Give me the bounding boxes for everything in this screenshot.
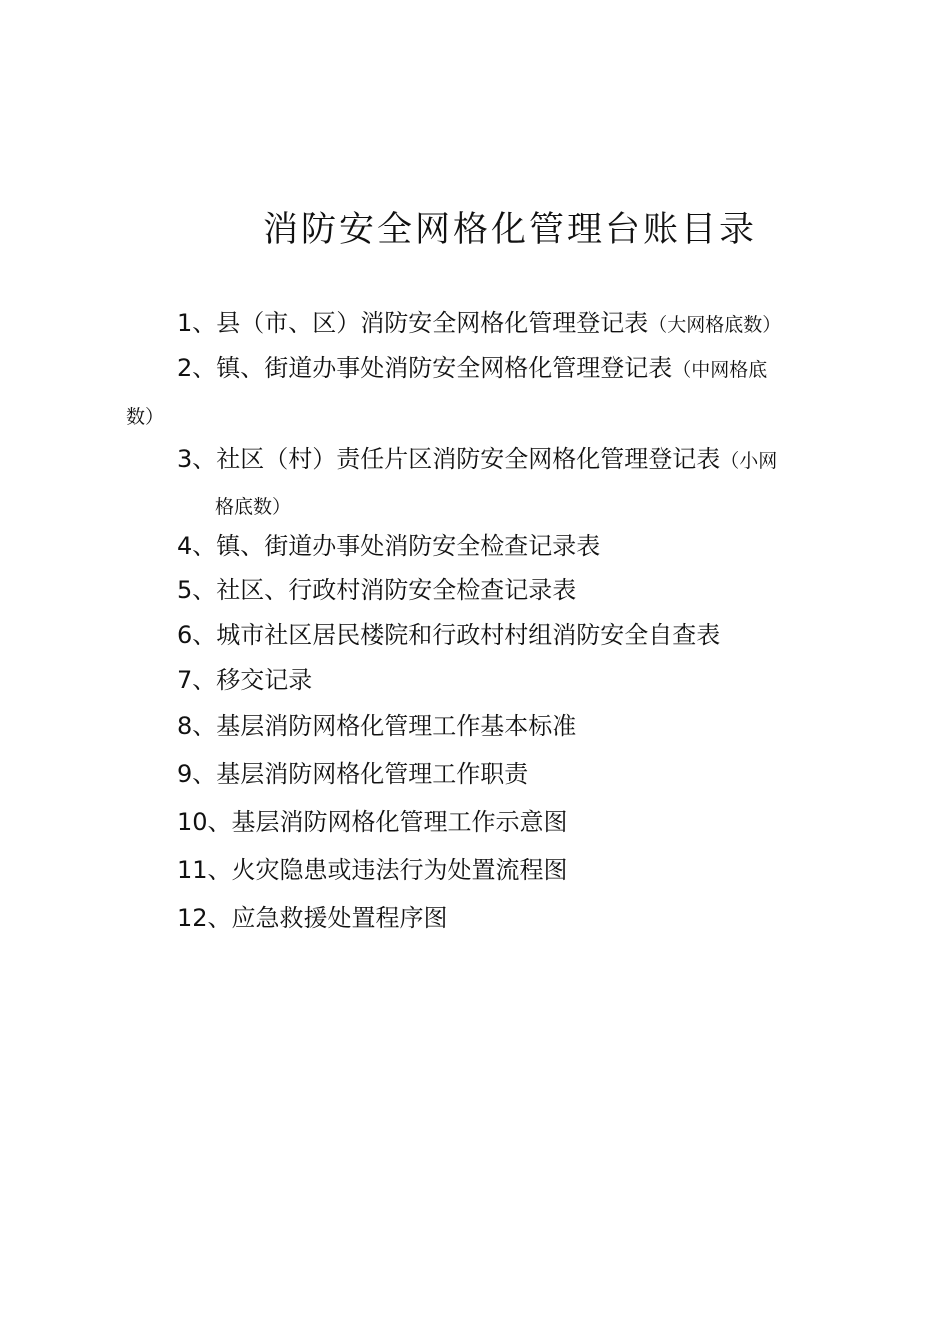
toc-item-text: 2、镇、街道办事处消防安全网格化管理登记表 — [177, 354, 673, 382]
toc-item-text: 1、县（市、区）消防安全网格化管理登记表 — [177, 309, 649, 337]
toc-item-text: 3、社区（村）责任片区消防安全网格化管理登记表 — [177, 445, 721, 473]
toc-item-10 — [177, 807, 568, 837]
toc-item-text: 11、火灾隐患或违法行为处置流程图 — [177, 856, 568, 884]
toc-item-note: （大网格底数） — [648, 314, 782, 336]
toc-item-note: 数） — [126, 406, 165, 428]
toc-item-text: 4、镇、街道办事处消防安全检查记录表 — [177, 532, 601, 560]
document-title: 消防安全网格化管理台账目录 — [262, 210, 757, 250]
toc-item-8 — [177, 711, 576, 741]
toc-item-text: 10、基层消防网格化管理工作示意图 — [177, 808, 568, 836]
toc-item-7 — [177, 665, 312, 695]
toc-item-note: （小网 — [720, 450, 778, 472]
toc-item-3 — [177, 444, 777, 476]
toc-item-6 — [177, 620, 720, 650]
toc-item-text: 7、移交记录 — [177, 666, 313, 694]
toc-item-text: 12、应急救援处置程序图 — [177, 904, 448, 932]
toc-item-text: 6、城市社区居民楼院和行政村村组消防安全自查表 — [177, 621, 721, 649]
toc-item-note: 格底数） — [215, 496, 292, 518]
toc-item-text: 8、基层消防网格化管理工作基本标准 — [177, 712, 577, 740]
toc-item-2-continuation — [126, 400, 164, 432]
toc-item-1 — [177, 308, 781, 340]
toc-item-note: （中网格底 — [672, 359, 768, 381]
toc-item-3-continuation — [215, 490, 291, 522]
toc-item-5 — [177, 575, 576, 605]
toc-item-4 — [177, 531, 600, 561]
toc-item-12 — [177, 903, 448, 933]
toc-item-9 — [177, 759, 528, 789]
toc-item-text: 9、基层消防网格化管理工作职责 — [177, 760, 529, 788]
toc-item-11 — [177, 855, 568, 885]
toc-item-2 — [177, 353, 767, 385]
toc-item-text: 5、社区、行政村消防安全检查记录表 — [177, 576, 577, 604]
